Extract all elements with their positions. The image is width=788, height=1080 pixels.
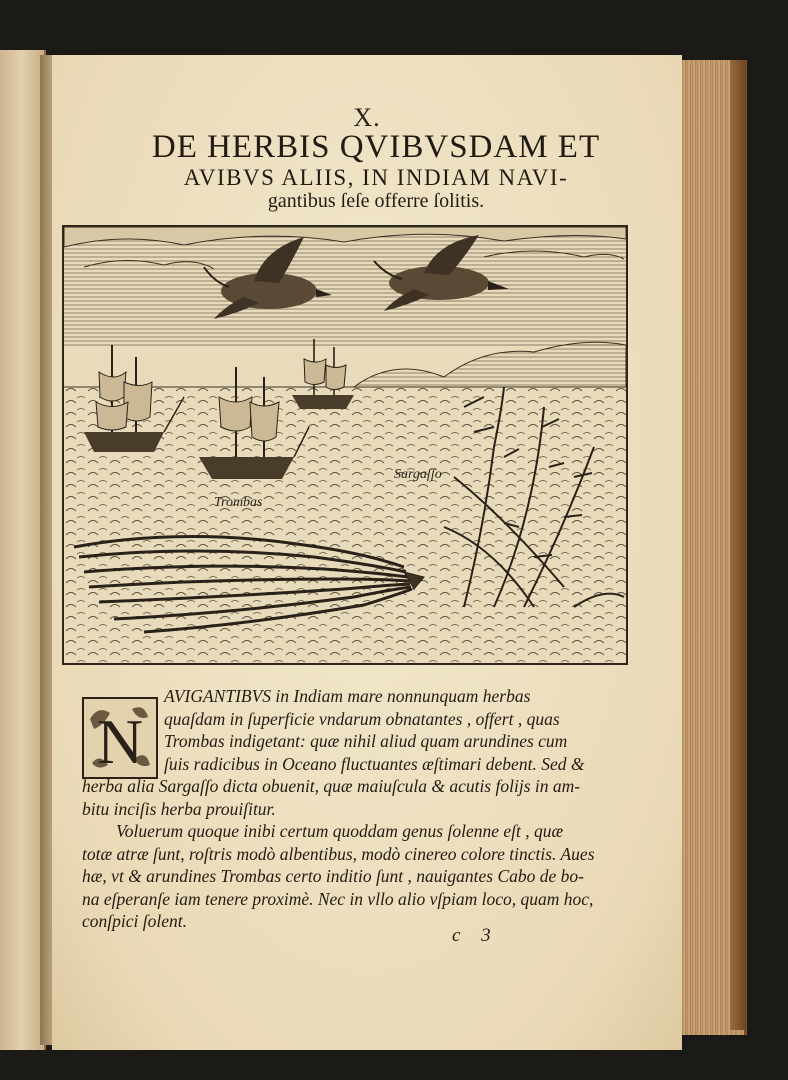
text-line: conſpici ſolent. <box>82 911 187 931</box>
trombas-label: Trombas <box>214 495 263 510</box>
text-line: ſuis radicibus in Oceano fluctuantes æſtimari debent. Sed & <box>164 753 585 774</box>
chapter-number: X. <box>353 103 381 132</box>
text-line: quaſdam in ſuperficie vndarum obnatantes , offert , quas <box>164 708 560 729</box>
text-line: Voluerum quoque inibi certum quoddam genus ſolenne eſt , quæ <box>116 821 564 841</box>
sky <box>64 227 626 347</box>
book-cover-edge <box>730 60 746 1030</box>
text-line: hæ, vt & arundines Trombas certo inditio ſunt , nauigantes Cabo de bo- <box>82 866 584 886</box>
text-line: totæ atræ ſunt, roſtris modò albentibus, modò cinereo colore tinctis. Aues <box>82 843 595 864</box>
chapter-title-line-2: AVIBVS ALIIS, IN INDIAM NAVI- <box>183 165 569 190</box>
text-line: na eſperanſe iam tenere proximè. Nec in vllo alio vſpiam loco, quam hoc, <box>82 888 594 909</box>
book-page <box>52 55 682 1050</box>
text-line: herba alia Sargaſſo dicta obuenit, quæ maiuſcula & acutis folijs in am- <box>82 776 581 796</box>
text-line: AVIGANTIBVS in Indiam mare nonnunquam herbas <box>164 686 531 706</box>
drop-cap-letter: N <box>96 706 144 777</box>
ship-3 <box>292 339 354 409</box>
chapter-title-line-3: gantibus ſeſe offerre ſolitis. <box>267 190 485 212</box>
engraving-illustration <box>62 225 628 665</box>
sargasso-label: Sargaſſo <box>394 467 442 482</box>
signature-mark: c 3 <box>452 925 499 946</box>
text-line: Trombas indigetant: quæ nihil aliud quam arundines cum <box>164 731 568 751</box>
text-line: bitu inciſis herba prouiſitur. <box>82 798 276 819</box>
coastline <box>354 342 626 387</box>
chapter-title-line-1: DE HERBIS QVIBVSDAM ET <box>151 129 601 165</box>
body-text <box>82 685 622 933</box>
engraving-drawing <box>64 227 626 663</box>
